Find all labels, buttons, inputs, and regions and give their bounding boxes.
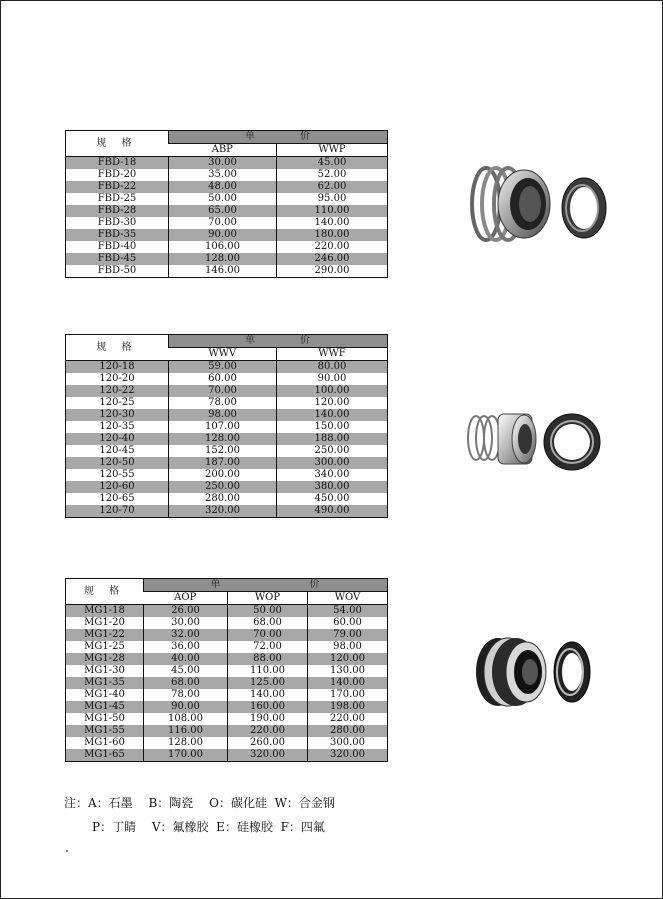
- price-cell: 320.00: [169, 505, 277, 518]
- table-row: [66, 397, 388, 409]
- price-cell: 125.00: [228, 677, 308, 689]
- price-cell: 220.00: [308, 713, 388, 725]
- price-cell: 54.00: [308, 605, 388, 618]
- model-cell: 120-22: [66, 385, 169, 397]
- model-cell: FBD-20: [66, 169, 169, 181]
- model-cell: FBD-45: [66, 253, 169, 265]
- price-cell: 36.00: [144, 641, 228, 653]
- price-cell: 70.00: [169, 385, 277, 397]
- price-cell: 170.00: [308, 689, 388, 701]
- price-cell: 40.00: [144, 653, 228, 665]
- seat-ring: [562, 178, 606, 238]
- table-row: [66, 445, 388, 457]
- price-cell: 250.00: [277, 445, 388, 457]
- model-cell: 120-45: [66, 445, 169, 457]
- table-row: [66, 469, 388, 481]
- model-cell: 120-20: [66, 373, 169, 385]
- column-header: WWF: [277, 348, 388, 361]
- price-cell: 45.00: [144, 665, 228, 677]
- price-cell: 78.00: [169, 397, 277, 409]
- scan-speck: [66, 850, 68, 852]
- price-cell: 95.00: [277, 193, 388, 205]
- price-cell: 68.00: [144, 677, 228, 689]
- bellows-seal-body: [476, 638, 546, 706]
- price-table-mg1: [65, 578, 388, 762]
- price-cell: 72.00: [228, 641, 308, 653]
- price-cell: 220.00: [277, 241, 388, 253]
- price-cell: 59.00: [169, 361, 277, 374]
- table-row: [66, 481, 388, 493]
- price-cell: 35.00: [169, 169, 277, 181]
- price-cell: 110.00: [277, 205, 388, 217]
- table-row: [66, 653, 388, 665]
- price-cell: 128.00: [144, 737, 228, 749]
- model-cell: FBD-25: [66, 193, 169, 205]
- price-cell: 80.00: [277, 361, 388, 374]
- unit-price-header: 单 价: [144, 579, 388, 592]
- model-cell: MG1-65: [66, 749, 144, 762]
- table-row: [66, 725, 388, 737]
- table-row: [66, 641, 388, 653]
- spec-header: 规 格: [66, 335, 169, 361]
- price-cell: 88.00: [228, 653, 308, 665]
- seat-ring: [544, 414, 600, 470]
- price-cell: 32.00: [144, 629, 228, 641]
- price-table-120: [65, 334, 388, 518]
- price-cell: 26.00: [144, 605, 228, 618]
- table-row: [66, 361, 388, 374]
- price-cell: 116.00: [144, 725, 228, 737]
- notes-line-2: P：丁睛 V：氟橡胶 E：硅橡胶 F：四氟: [92, 820, 325, 834]
- price-cell: 79.00: [308, 629, 388, 641]
- column-header: AOP: [144, 592, 228, 605]
- price-cell: 52.00: [277, 169, 388, 181]
- model-cell: MG1-25: [66, 641, 144, 653]
- price-cell: 106.00: [169, 241, 277, 253]
- model-cell: 120-18: [66, 361, 169, 374]
- price-cell: 280.00: [169, 493, 277, 505]
- model-cell: 120-40: [66, 433, 169, 445]
- price-cell: 70.00: [169, 217, 277, 229]
- price-cell: 90.00: [277, 373, 388, 385]
- model-cell: MG1-45: [66, 701, 144, 713]
- price-cell: 70.00: [228, 629, 308, 641]
- table-row: [66, 749, 388, 762]
- spec-header: 规 格: [66, 131, 169, 157]
- price-cell: 50.00: [169, 193, 277, 205]
- model-cell: FBD-18: [66, 157, 169, 170]
- price-cell: 107.00: [169, 421, 277, 433]
- column-header: WOP: [228, 592, 308, 605]
- price-cell: 30.00: [169, 157, 277, 170]
- price-cell: 320.00: [228, 749, 308, 762]
- price-cell: 187.00: [169, 457, 277, 469]
- price-cell: 78.00: [144, 689, 228, 701]
- price-cell: 60.00: [169, 373, 277, 385]
- table-row: [66, 605, 388, 618]
- price-cell: 90.00: [169, 229, 277, 241]
- price-cell: 140.00: [277, 217, 388, 229]
- price-cell: 246.00: [277, 253, 388, 265]
- price-cell: 320.00: [308, 749, 388, 762]
- price-cell: 190.00: [228, 713, 308, 725]
- table-row: [66, 265, 388, 278]
- model-cell: MG1-35: [66, 677, 144, 689]
- table-row: [66, 689, 388, 701]
- price-cell: 140.00: [308, 677, 388, 689]
- table-row: [66, 493, 388, 505]
- unit-price-header: 单 价: [169, 335, 388, 348]
- table-row: [66, 457, 388, 469]
- column-header: WWP: [277, 144, 388, 157]
- model-cell: FBD-40: [66, 241, 169, 253]
- seat-ring: [554, 642, 590, 702]
- price-cell: 380.00: [277, 481, 388, 493]
- price-cell: 30.00: [144, 617, 228, 629]
- material-notes: [64, 791, 424, 839]
- table-row: [66, 385, 388, 397]
- column-header: ABP: [169, 144, 277, 157]
- price-cell: 140.00: [228, 689, 308, 701]
- table-row: [66, 181, 388, 193]
- price-cell: 108.00: [144, 713, 228, 725]
- model-cell: MG1-18: [66, 605, 144, 618]
- price-cell: 45.00: [277, 157, 388, 170]
- price-cell: 180.00: [277, 229, 388, 241]
- 120-seal-photo: [462, 408, 612, 474]
- table-row: [66, 253, 388, 265]
- table-row: [66, 701, 388, 713]
- spring: [468, 416, 500, 460]
- price-cell: 290.00: [277, 265, 388, 278]
- model-cell: MG1-28: [66, 653, 144, 665]
- price-cell: 65.00: [169, 205, 277, 217]
- model-cell: MG1-50: [66, 713, 144, 725]
- model-cell: 120-55: [66, 469, 169, 481]
- price-cell: 280.00: [308, 725, 388, 737]
- model-cell: FBD-50: [66, 265, 169, 278]
- seal-head: [498, 414, 536, 464]
- price-cell: 170.00: [144, 749, 228, 762]
- model-cell: 120-30: [66, 409, 169, 421]
- price-cell: 188.00: [277, 433, 388, 445]
- price-cell: 490.00: [277, 505, 388, 518]
- table-row: [66, 193, 388, 205]
- price-cell: 450.00: [277, 493, 388, 505]
- price-cell: 60.00: [308, 617, 388, 629]
- mg1-seal-photo: [468, 632, 598, 712]
- price-cell: 68.00: [228, 617, 308, 629]
- price-cell: 110.00: [228, 665, 308, 677]
- spring-seal-body: [472, 168, 550, 240]
- price-cell: 90.00: [144, 701, 228, 713]
- price-cell: 250.00: [169, 481, 277, 493]
- table-row: [66, 205, 388, 217]
- price-cell: 128.00: [169, 253, 277, 265]
- price-cell: 130.00: [308, 665, 388, 677]
- price-cell: 152.00: [169, 445, 277, 457]
- price-cell: 300.00: [308, 737, 388, 749]
- model-cell: 120-70: [66, 505, 169, 518]
- model-cell: FBD-30: [66, 217, 169, 229]
- table-row: [66, 229, 388, 241]
- table-row: [66, 617, 388, 629]
- price-cell: 98.00: [308, 641, 388, 653]
- table-row: [66, 421, 388, 433]
- table-row: [66, 629, 388, 641]
- model-cell: 120-25: [66, 397, 169, 409]
- table-row: [66, 713, 388, 725]
- price-cell: 62.00: [277, 181, 388, 193]
- price-cell: 340.00: [277, 469, 388, 481]
- price-cell: 260.00: [228, 737, 308, 749]
- price-cell: 150.00: [277, 421, 388, 433]
- table-row: [66, 217, 388, 229]
- table-row: [66, 665, 388, 677]
- model-cell: MG1-40: [66, 689, 144, 701]
- model-cell: 120-65: [66, 493, 169, 505]
- notes-line-1: 注：A：石墨 B：陶瓷 O：碳化硅 W：合金钢: [64, 796, 335, 810]
- price-cell: 120.00: [308, 653, 388, 665]
- model-cell: 120-35: [66, 421, 169, 433]
- model-cell: FBD-35: [66, 229, 169, 241]
- table-row: [66, 241, 388, 253]
- price-cell: 146.00: [169, 265, 277, 278]
- table-row: [66, 505, 388, 518]
- table-row: [66, 409, 388, 421]
- table-row: [66, 373, 388, 385]
- price-cell: 98.00: [169, 409, 277, 421]
- model-cell: FBD-22: [66, 181, 169, 193]
- table-row: [66, 677, 388, 689]
- model-cell: MG1-55: [66, 725, 144, 737]
- model-cell: MG1-22: [66, 629, 144, 641]
- model-cell: FBD-28: [66, 205, 169, 217]
- price-cell: 120.00: [277, 397, 388, 409]
- table-row: [66, 433, 388, 445]
- price-cell: 50.00: [228, 605, 308, 618]
- price-cell: 200.00: [169, 469, 277, 481]
- column-header: WOV: [308, 592, 388, 605]
- price-cell: 140.00: [277, 409, 388, 421]
- table-row: [66, 169, 388, 181]
- spec-header: 规 格: [66, 579, 144, 605]
- price-cell: 160.00: [228, 701, 308, 713]
- model-cell: 120-60: [66, 481, 169, 493]
- price-cell: 100.00: [277, 385, 388, 397]
- table-row: [66, 157, 388, 170]
- table-row: [66, 737, 388, 749]
- price-cell: 220.00: [228, 725, 308, 737]
- price-cell: 128.00: [169, 433, 277, 445]
- model-cell: MG1-60: [66, 737, 144, 749]
- fbd-seal-photo: [462, 164, 612, 250]
- column-header: WWV: [169, 348, 277, 361]
- unit-price-header: 单 价: [169, 131, 388, 144]
- price-cell: 300.00: [277, 457, 388, 469]
- model-cell: 120-50: [66, 457, 169, 469]
- model-cell: MG1-30: [66, 665, 144, 677]
- price-table-fbd: [65, 130, 388, 278]
- model-cell: MG1-20: [66, 617, 144, 629]
- price-cell: 48.00: [169, 181, 277, 193]
- price-cell: 198.00: [308, 701, 388, 713]
